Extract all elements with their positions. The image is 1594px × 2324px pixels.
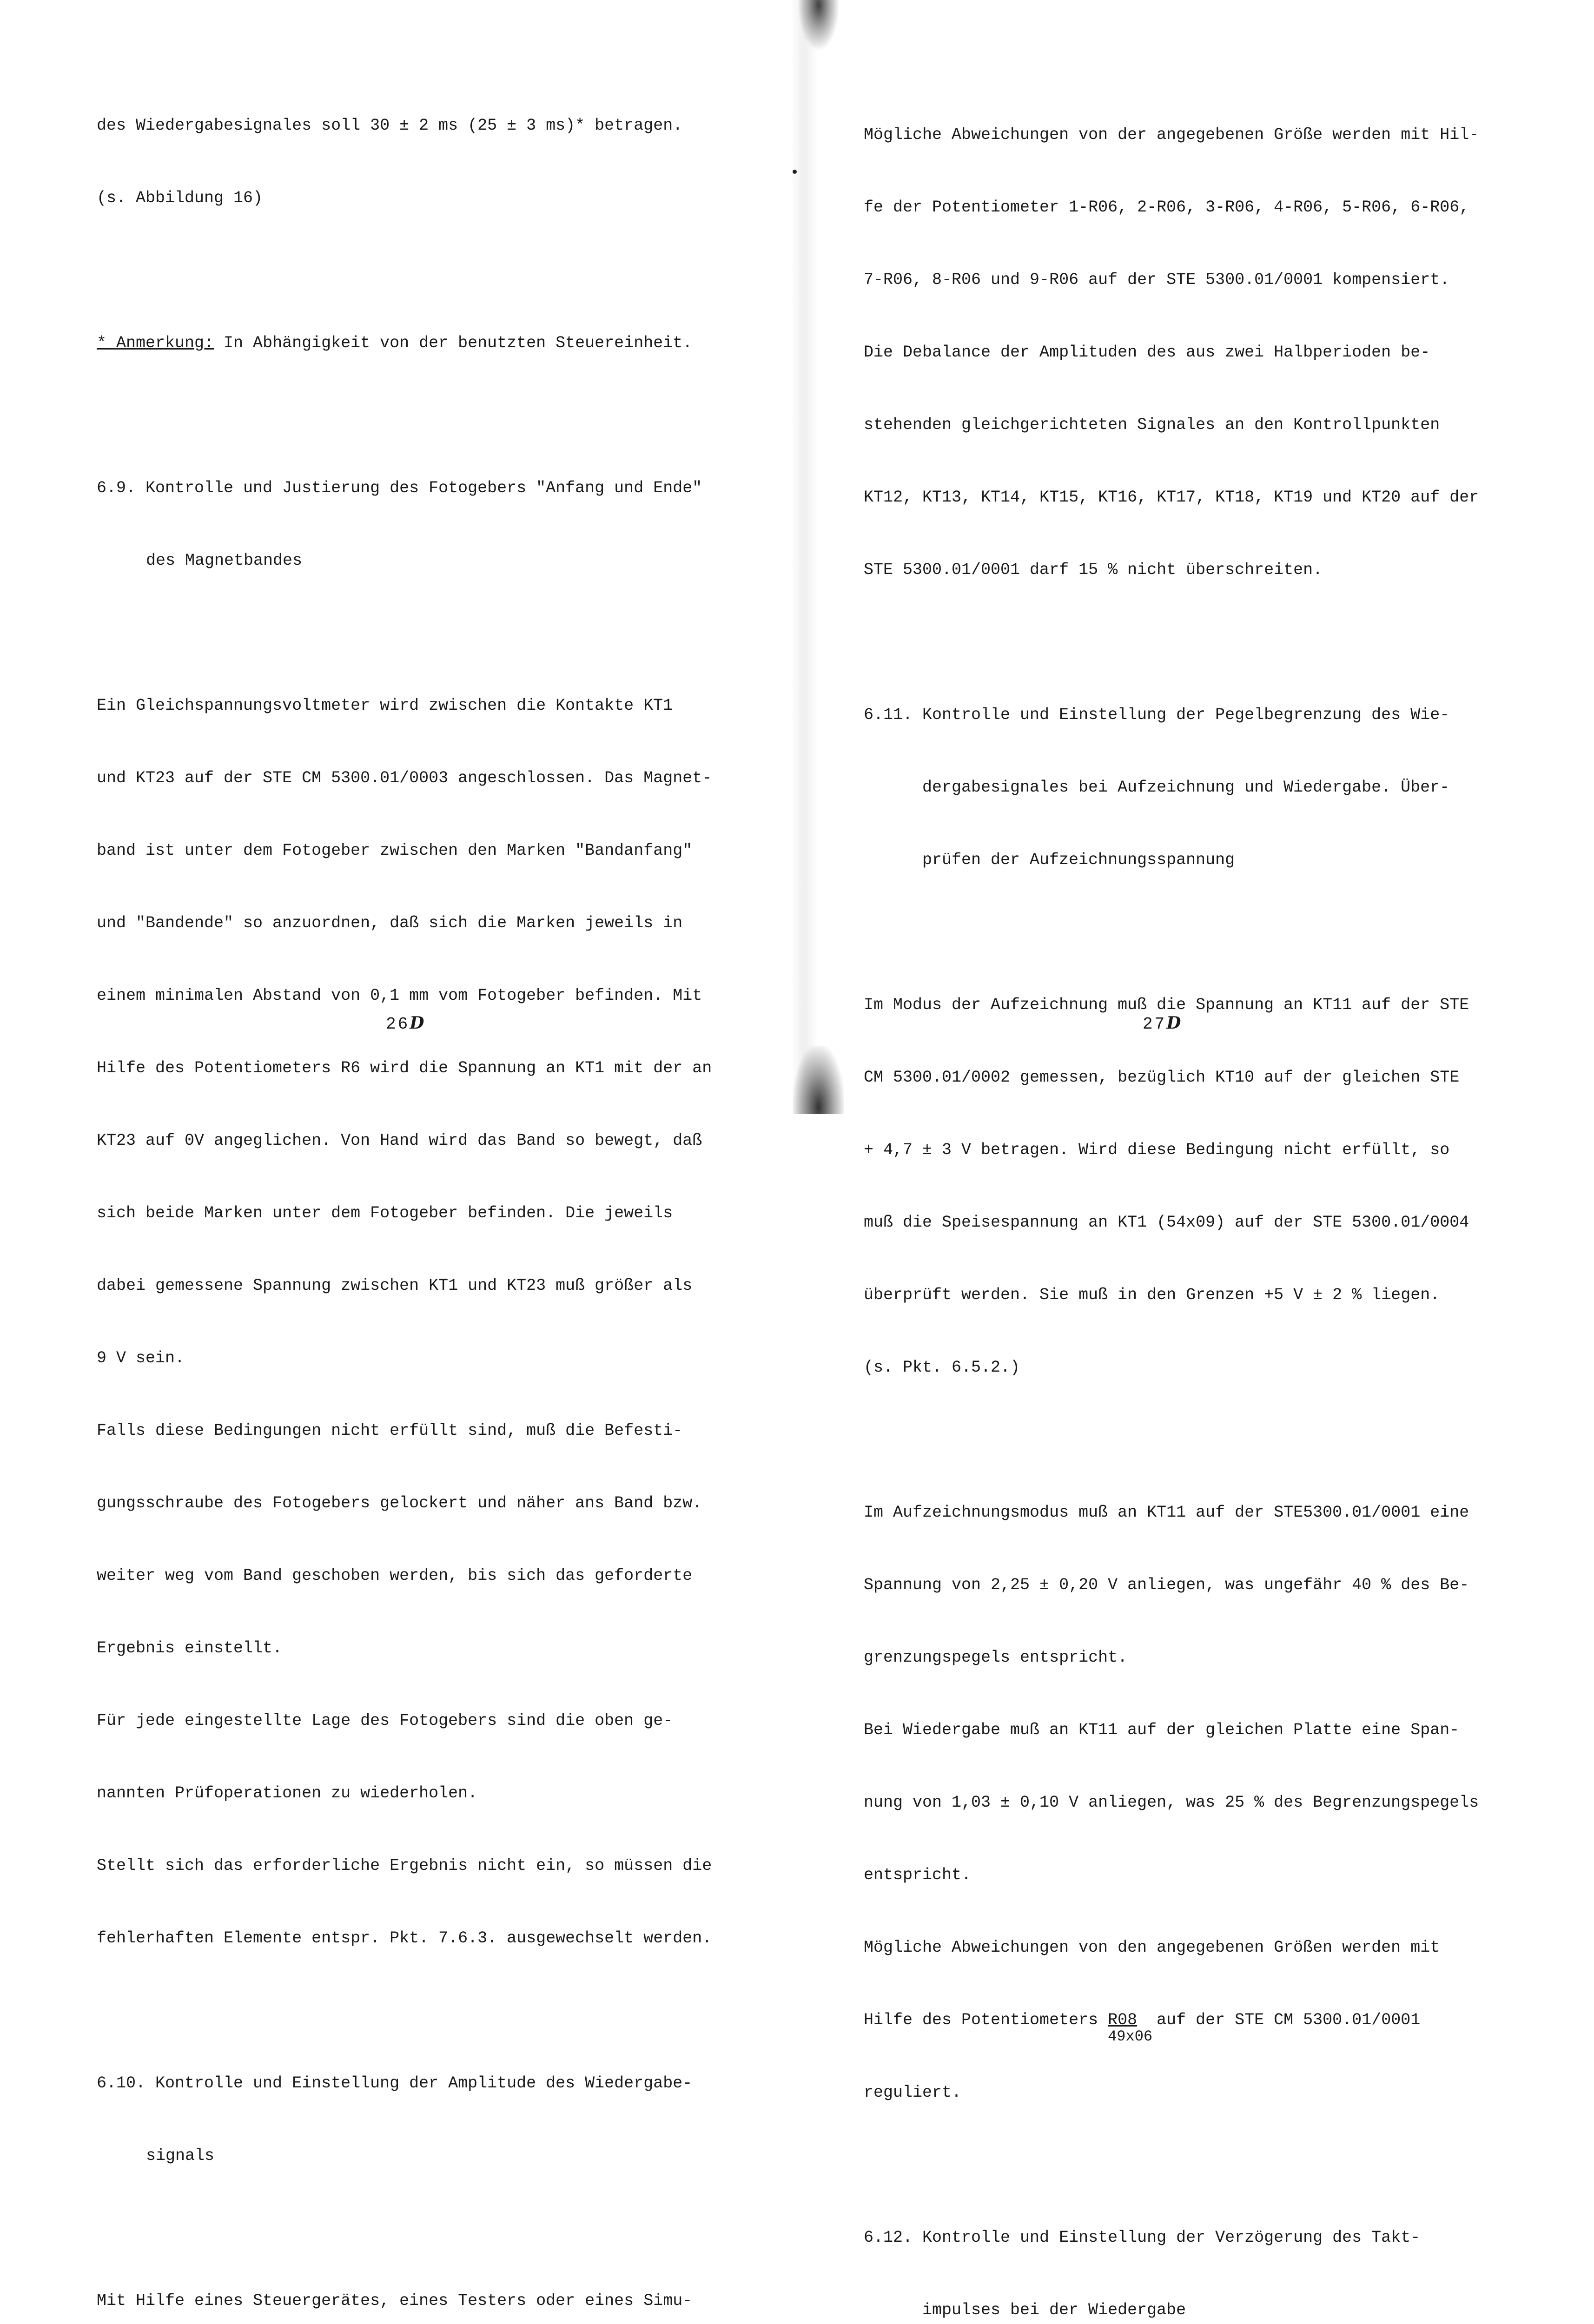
text-line: entspricht.: [864, 1866, 972, 1884]
text-line: nung von 1,03 ± 0,10 V anliegen, was 25 % des Begrenzungspegels: [864, 1793, 1479, 1812]
text-line: grenzungspegels entspricht.: [864, 1648, 1128, 1667]
text-line: (s. Pkt. 6.5.2.): [864, 1358, 1020, 1377]
footnote: [97, 331, 747, 355]
footnote-text: In Abhängigkeit von der benutzten Steuereinheit.: [214, 334, 693, 352]
section-heading-6-10-cont: signals: [146, 2146, 215, 2165]
potentiometer-line: [864, 2008, 1552, 2045]
text-line: Spannung von 2,25 ± 0,20 V anliegen, was ungefähr 40 % des Be-: [864, 1576, 1469, 1594]
text-line: Für jede eingestellte Lage des Fotogebers sind die oben ge-: [97, 1711, 673, 1730]
page-number: 26: [386, 1015, 410, 1034]
potentiometer-numerator: R08: [1108, 2011, 1138, 2029]
text-line: überprüft werden. Sie muß in den Grenzen +5 V ± 2 % liegen.: [864, 1286, 1440, 1304]
text-line: CM 5300.01/0002 gemessen, bezüglich KT10 auf der gleichen STE: [864, 1068, 1460, 1087]
section-heading-6-11-cont: prüfen der Aufzeichnungsspannung: [922, 851, 1235, 869]
text-line: (s. Abbildung 16): [97, 189, 263, 207]
text-line: Falls diese Bedingungen nicht erfüllt sind, muß die Befesti-: [97, 1421, 683, 1440]
text-line: nannten Prüfoperationen zu wiederholen.: [97, 1784, 478, 1802]
text-line: STE 5300.01/0001 darf 15 % nicht überschreiten.: [864, 561, 1323, 579]
text-line: reguliert.: [864, 2083, 962, 2102]
section-heading-6-11-cont: dergabesignales bei Aufzeichnung und Wiedergabe. Über-: [922, 778, 1450, 797]
text-line: fehlerhaften Elemente entspr. Pkt. 7.6.3. ausgewechselt werden.: [97, 1929, 712, 1948]
text-line: Stellt sich das erforderliche Ergebnis nicht ein, so müssen die: [97, 1856, 712, 1875]
potentiometer-designation: [1108, 2008, 1153, 2045]
text-line: gungsschraube des Fotogebers gelockert und näher ans Band bzw.: [97, 1494, 702, 1512]
text-line: Die Debalance der Amplituden des aus zwei Halbperioden be-: [864, 343, 1430, 362]
page-number-left: [386, 1013, 424, 1034]
section-heading-6-11: 6.11. Kontrolle und Einstellung der Pegelbegrenzung des Wie-: [864, 706, 1450, 724]
text-line: 7-R06, 8-R06 und 9-R06 auf der STE 5300.01/0001 kompensiert.: [864, 271, 1450, 289]
text-line: Ergebnis einstellt.: [97, 1639, 283, 1657]
text-line: sich beide Marken unter dem Fotogeber befinden. Die jeweils: [97, 1204, 673, 1222]
text-line: Hilfe des Potentiometers R6 wird die Spannung an KT1 mit der an: [97, 1059, 712, 1077]
text-line: dabei gemessene Spannung zwischen KT1 und KT23 muß größer als: [97, 1276, 693, 1295]
text-fragment: Hilfe des Potentiometers: [864, 2011, 1108, 2029]
text-line: und "Bandende" so anzuordnen, daß sich die Marken jeweils in: [97, 914, 683, 932]
text-line: KT23 auf 0V angeglichen. Von Hand wird das Band so bewegt, daß: [97, 1131, 702, 1150]
text-line: des Wiedergabesignales soll 30 ± 2 ms (25 ± 3 ms)* betragen.: [97, 116, 683, 135]
text-line: muß die Speisespannung an KT1 (54x09) auf der STE 5300.01/0004: [864, 1213, 1469, 1232]
section-heading-6-12-cont: impulses bei der Wiedergabe: [922, 2301, 1186, 2319]
text-line: Im Aufzeichnungsmodus muß an KT11 auf der STE5300.01/0001 eine: [864, 1503, 1469, 1522]
text-line: einem minimalen Abstand von 0,1 mm vom Fotogeber befinden. Mit: [97, 986, 702, 1005]
text-line: + 4,7 ± 3 V betragen. Wird diese Bedingung nicht erfüllt, so: [864, 1141, 1450, 1159]
right-text-column: [864, 74, 1552, 2324]
text-line: KT12, KT13, KT14, KT15, KT16, KT17, KT18, KT19 und KT20 auf der: [864, 488, 1479, 507]
page-number-mark: D: [410, 1013, 424, 1033]
left-page: [0, 0, 797, 2310]
potentiometer-denominator: 49x06: [1108, 2028, 1153, 2045]
section-heading-6-10: 6.10. Kontrolle und Einstellung der Amplitude des Wiedergabe-: [97, 2074, 693, 2093]
section-heading-6-9: 6.9. Kontrolle und Justierung des Fotogebers "Anfang und Ende": [97, 479, 702, 497]
text-line: Bei Wiedergabe muß an KT11 auf der gleichen Platte eine Span-: [864, 1721, 1460, 1739]
text-line: band ist unter dem Fotogeber zwischen den Marken "Bandanfang": [97, 841, 693, 860]
page-number: 27: [1143, 1015, 1167, 1034]
text-line: und KT23 auf der STE CM 5300.01/0003 angeschlossen. Das Magnet-: [97, 769, 712, 787]
right-page: [797, 0, 1594, 2319]
text-line: stehenden gleichgerichteten Signales an den Kontrollpunkten: [864, 416, 1440, 434]
text-line: weiter weg vom Band geschoben werden, bis sich das geforderte: [97, 1566, 693, 1585]
text-line: Im Modus der Aufzeichnung muß die Spannung an KT11 auf der STE: [864, 996, 1469, 1014]
text-line: Mögliche Abweichungen von den angegebenen Größen werden mit: [864, 1938, 1440, 1957]
footnote-label: * Anmerkung:: [97, 334, 214, 352]
section-heading-6-9-cont: des Magnetbandes: [146, 551, 303, 570]
text-line: Mit Hilfe eines Steuergerätes, eines Testers oder eines Simu-: [97, 2291, 693, 2310]
page-number-right: [1143, 1013, 1181, 1034]
text-fragment: auf der STE CM 5300.01/0001: [1137, 2011, 1421, 2029]
page-number-mark: D: [1166, 1013, 1181, 1033]
left-text-column: [97, 65, 747, 2324]
section-heading-6-12: 6.12. Kontrolle und Einstellung der Verzögerung des Takt-: [864, 2228, 1421, 2247]
text-line: Ein Gleichspannungsvoltmeter wird zwischen die Kontakte KT1: [97, 696, 673, 715]
text-line: 9 V sein.: [97, 1349, 185, 1367]
text-line: fe der Potentiometer 1-R06, 2-R06, 3-R06, 4-R06, 5-R06, 6-R06,: [864, 198, 1469, 217]
text-line: Mögliche Abweichungen von der angegebenen Größe werden mit Hil-: [864, 125, 1479, 144]
